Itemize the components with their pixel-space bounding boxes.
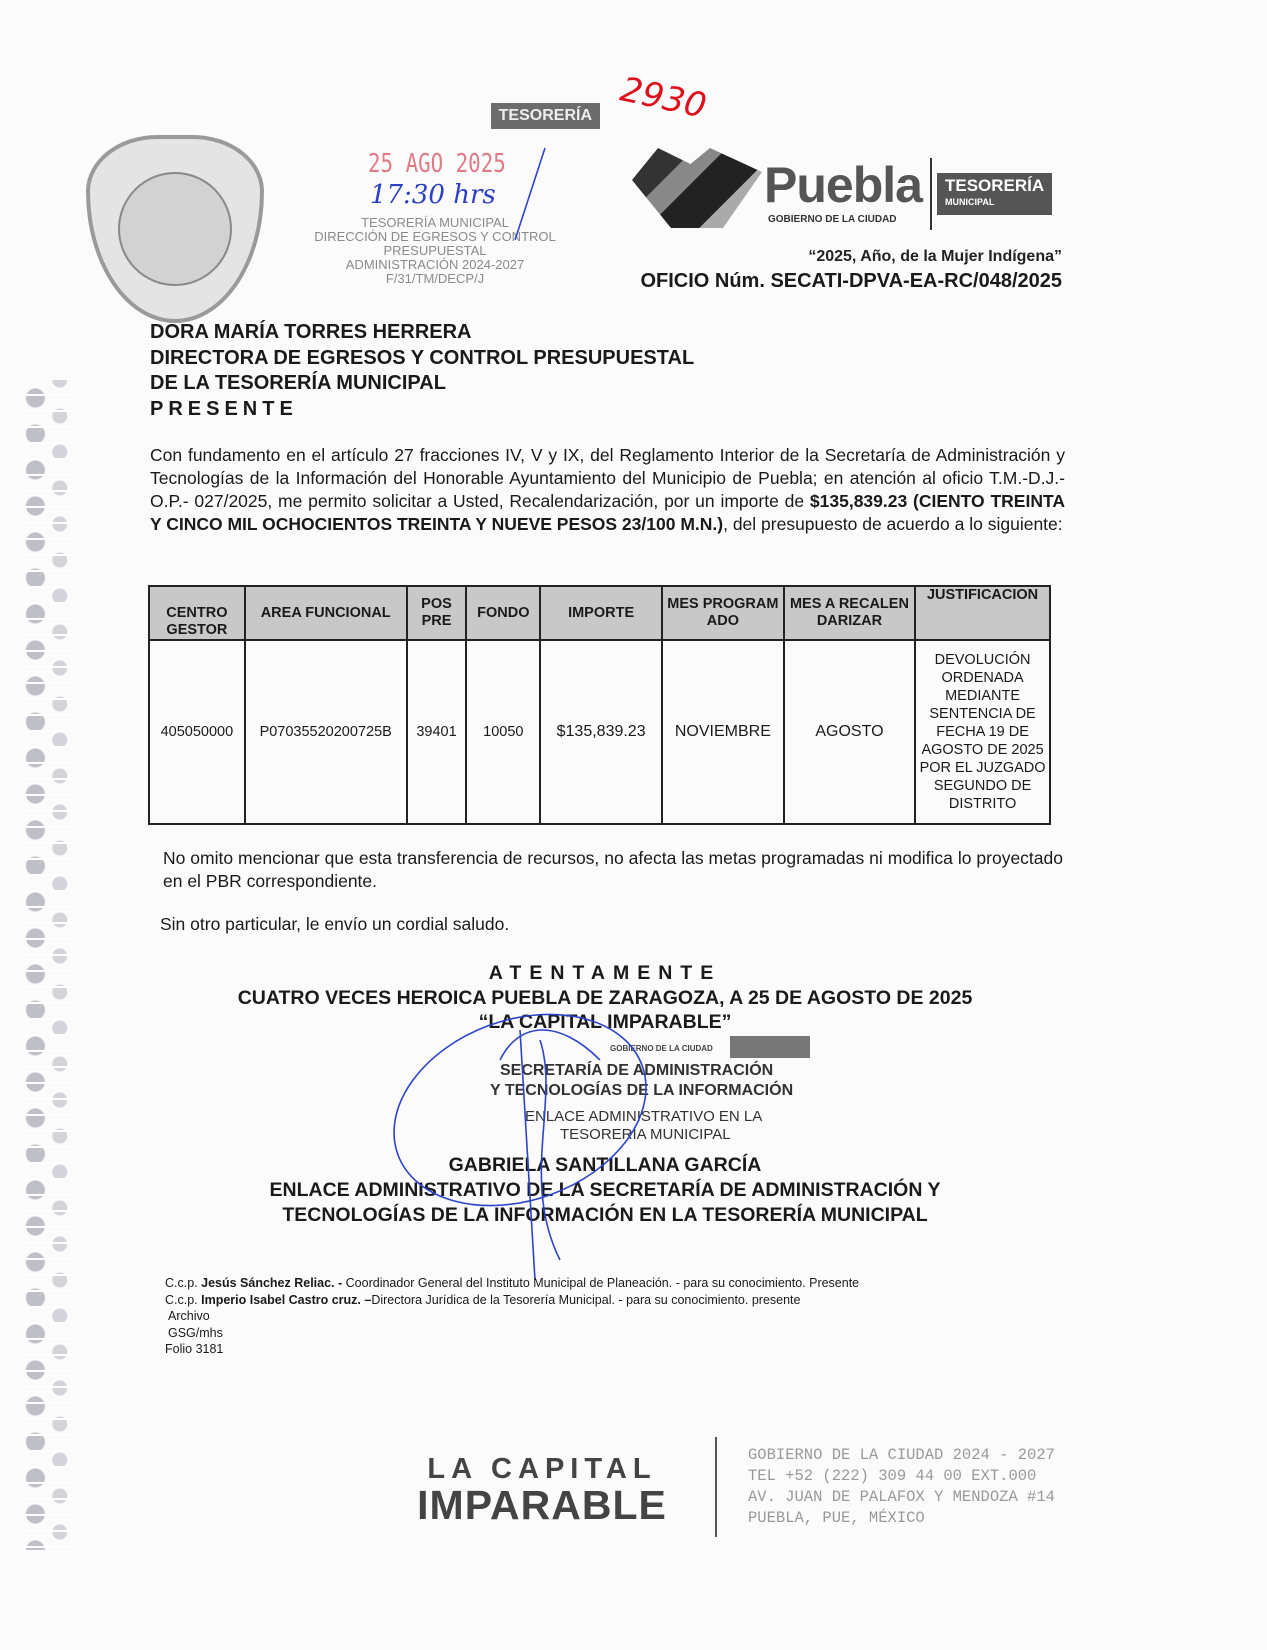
column-header: MES A RECALENDARIZAR — [784, 586, 915, 640]
cc-list — [165, 1275, 859, 1358]
stamp-line: F/31/TM/DECP/J — [385, 271, 485, 286]
city-seal-logo — [86, 135, 264, 323]
stamp-line: DIRECCIÓN DE EGRESOS Y CONTROL — [314, 229, 556, 244]
column-header: AREA FUNCIONAL — [245, 586, 407, 640]
table-row — [149, 640, 1050, 824]
contact-address: AV. JUAN DE PALAFOX Y MENDOZA #14 — [748, 1488, 1055, 1506]
initials: GSG/mhs — [168, 1325, 223, 1340]
archive-label: Archivo — [168, 1309, 210, 1323]
footer-contact — [748, 1445, 1055, 1529]
la-capital-imparable-logo: LA CAPITAL IMPARABLE — [417, 1453, 667, 1528]
cc-line: C.c.p. Jesús Sánchez Reliac. - Coordinador General del Instituto Municipal de Planeación. - para su conocimiento. Presente — [165, 1276, 860, 1290]
handwritten-folio: 2930 — [616, 69, 710, 127]
addressee-dept: DE LA TESORERÍA MUNICIPAL — [150, 372, 446, 394]
column-header: IMPORTE — [540, 586, 662, 640]
addressee-name: DORA MARÍA TORRES HERRERA — [150, 321, 472, 343]
addressee-title: DIRECTORA DE EGRESOS Y CONTROL PRESUPUESTAL — [150, 346, 695, 369]
column-header: CENTRO GESTOR — [149, 586, 245, 640]
received-time-handwritten: 17:30 hrs — [370, 180, 496, 210]
stamp-brand: TESORERÍA — [491, 103, 600, 129]
oficio-number: OFICIO Núm. SECATI-DPVA-EA-RC/048/2025 — [640, 270, 1062, 292]
received-stamp-text — [290, 216, 580, 286]
signer-title-1: ENLACE ADMINISTRATIVO DE LA SECRETARÍA DE ADMINISTRACIÓN Y — [269, 1179, 941, 1201]
recalendarization-table — [148, 585, 1051, 825]
presente: PRESENTE — [150, 397, 298, 420]
body-paragraph-2: No omito mencionar que esta transferencia de recursos, no afecta las metas programadas ni modifica lo proyectado en el PBR correspondiente. — [163, 848, 1063, 891]
body-paragraph: Con fundamento en el artículo 27 fracciones IV, V y IX, del Reglamento Interior de la Secretaría de Administración y Tecnologías de la Información del Honorable Ayuntamiento del Municipio de Puebla; en atención al oficio T.M.-D.J.-O.P.- 027/2025, me permito solicitar a Usted, Recalendarización, por un importe de $135,839.23 (CIENTO TREINTA Y CINCO MIL OCHOCIENTOS TREINTA Y NUEVE PESOS 23/100 M.N.), del presupuesto de acuerdo a lo siguiente: — [150, 445, 1066, 534]
column-header: FONDO — [466, 586, 540, 640]
puebla-emblem-icon — [632, 148, 762, 228]
logo-sub: GOBIERNO DE LA CIUDAD — [768, 214, 897, 225]
cell-area-funcional: P07035520200725B — [245, 640, 407, 824]
table-header-row — [149, 586, 1050, 640]
decorative-border — [18, 380, 76, 1550]
cell-mes-programado: NOVIEMBRE — [662, 640, 784, 824]
cell-fondo: 10050 — [466, 640, 540, 824]
received-date: 25 AGO 2025 — [368, 149, 506, 179]
atentamente: ATENTAMENTE — [488, 962, 722, 984]
signer-name: GABRIELA SANTILLANA GARCÍA — [448, 1154, 762, 1176]
footer-divider — [715, 1437, 717, 1537]
stamp-line: PRESUPUESTAL — [383, 243, 487, 258]
cell-mes-recalendarizar: AGOSTO — [784, 640, 915, 824]
slogan: “LA CAPITAL IMPARABLE” — [478, 1011, 732, 1033]
logo-tag: TESORERÍA MUNICIPAL — [937, 173, 1052, 215]
contact-phone: TEL +52 (222) 309 44 00 EXT.000 — [748, 1467, 1037, 1485]
folio: Folio 3181 — [165, 1342, 224, 1356]
place-date: CUATRO VECES HEROICA PUEBLA DE ZARAGOZA, A 25 DE AGOSTO DE 2025 — [237, 987, 973, 1009]
cell-pos-pre: 39401 — [407, 640, 467, 824]
contact-line: GOBIERNO DE LA CIUDAD 2024 - 2027 — [748, 1446, 1055, 1464]
column-header: MES PROGRAMADO — [662, 586, 784, 640]
secretaria-stamp: GOBIERNO DE LA CIUDAD SECRETARÍA DE ADMINISTRACIÓN Y TECNOLOGÍAS DE LA INFORMACIÓN ENLACE ADMINISTRATIVO EN LA TESORERÍA MUNICIPAL — [470, 1036, 830, 1146]
received-stamp-logo — [290, 68, 600, 148]
column-header: JUSTIFICACION — [915, 586, 1050, 640]
addressee — [150, 320, 694, 422]
cell-centro-gestor: 405050000 — [149, 640, 245, 824]
cc-line: C.c.p. Imperio Isabel Castro cruz. –Directora Jurídica de la Tesorería Municipal. - para su conocimiento. presente — [165, 1292, 801, 1307]
closing-salute: Sin otro particular, le envío un cordial saludo. — [160, 914, 510, 934]
cell-justificacion: DEVOLUCIÓN ORDENADA MEDIANTE SENTENCIA DE FECHA 19 DE AGOSTO DE 2025 POR EL JUZGADO SEGUNDO DE DISTRITO — [915, 640, 1050, 824]
stamp-line: ADMINISTRACIÓN 2024-2027 — [345, 257, 525, 272]
column-header: POS PRE — [407, 586, 467, 640]
stamp-line: TESORERÍA MUNICIPAL — [361, 215, 509, 230]
signer-title-2: TECNOLOGÍAS DE LA INFORMACIÓN EN LA TESORERÍA MUNICIPAL — [282, 1204, 928, 1226]
cell-importe: $135,839.23 — [540, 640, 662, 824]
year-motto: “2025, Año, de la Mujer Indígena” — [808, 248, 1062, 265]
logo-word: Puebla — [764, 157, 922, 213]
puebla-tesoreria-logo — [632, 148, 1062, 230]
contact-city: PUEBLA, PUE, MÉXICO — [748, 1509, 925, 1527]
